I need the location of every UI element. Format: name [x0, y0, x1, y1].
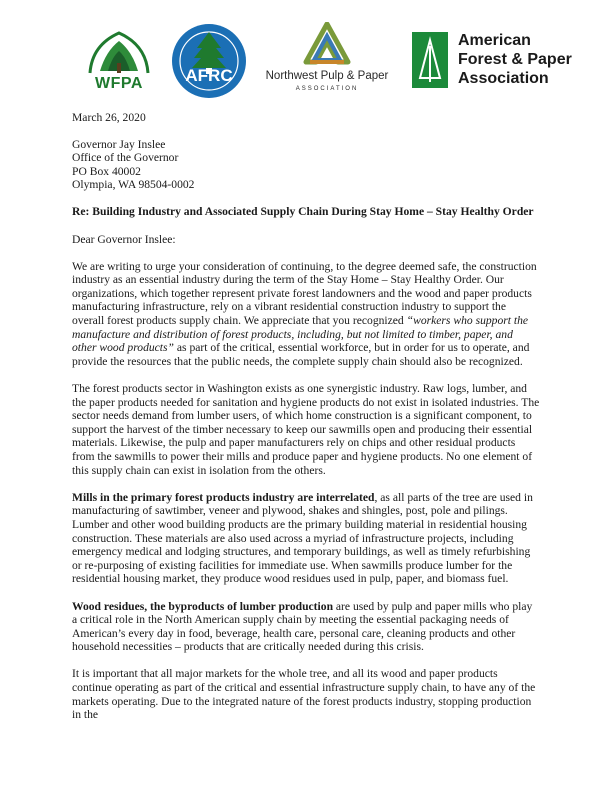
wfpa-wordmark: WFPA	[95, 75, 143, 92]
afpa-line-2: Forest & Paper	[458, 51, 572, 68]
afrc-badge-icon	[170, 22, 248, 100]
paragraph-2: The forest products sector in Washington exists as one synergistic industry. Raw logs, lumber, and the paper products needed for sanitation and hygiene products do not exist in isolated industries. The sector needs demand from lumber users, of which home construction is a significant component, to support the harvest of the timber necessary to keep our sawmills open and producing their essential materials. Likewise, the pulp and paper manufacturers rely on chips and other residual products from the sawmills to power their mills and produce paper and hygiene products. No one element of this supply chain can exist in isolation from the others.	[72, 382, 540, 477]
address-line: Governor Jay Inslee	[72, 137, 166, 151]
afrc-wordmark: AFRC	[185, 66, 233, 85]
subject-line: Re: Building Industry and Associated Supply Chain During Stay Home – Stay Healthy Order	[72, 205, 534, 219]
logo-bar	[0, 0, 612, 110]
afpa-wordmark	[458, 31, 598, 88]
nwpp-logo	[258, 22, 396, 100]
p1-text-a: We are writing to urge your consideration of continuing, to the degree deemed safe, the construction industry as an essential industry during the term of the Stay Home – Stay Healthy Order. Our organizations, which together represent private forest landowners and the wood and paper products manufacturing infrastructure, rely on a vibrant residential construction industry to support the overall forest products supply chain. We appreciate that you recognized	[72, 259, 537, 328]
salutation: Dear Governor Inslee:	[72, 232, 176, 246]
triangle-mark-icon	[258, 22, 396, 68]
p3-lead: Mills in the primary forest products industry are interrelated	[72, 490, 375, 504]
p1-quote: “workers who support the manufacture and distribution of forest products, including, but not limited to timber, paper, and other wood products”	[72, 314, 529, 355]
letter-date: March 26, 2020	[72, 111, 146, 124]
p4-lead: Wood residues, the byproducts of lumber production	[72, 599, 334, 613]
nwpp-name: Northwest Pulp & Paper	[265, 70, 389, 82]
recipient-address	[72, 138, 540, 192]
letter-body	[72, 111, 540, 735]
afpa-line-3: Association	[458, 70, 549, 87]
p3-text: , as all parts of the tree are used in manufacturing of sawtimber, veneer and plywood, shakes and shingles, post, pole and pilings. Lumber and other wood building products are the primary building material in residential housing construction. These materials are also used across a myriad of infrastructure projects, including emergency medical and lodging structures, and temporary buildings, as well as timely refurbishing or re-purposing of existing facilities for immediate use. When sawmills produce lumber for the residential housing market, they produce wood residues used in pulp, paper, and biomass fuel.	[72, 490, 533, 586]
wfpa-logo	[78, 27, 160, 97]
address-line: PO Box 40002	[72, 164, 141, 178]
afrc-logo	[170, 22, 248, 100]
paragraph-3	[72, 491, 540, 586]
paragraph-1	[72, 260, 540, 369]
paragraph-4	[72, 600, 540, 654]
afpa-logo	[412, 32, 592, 90]
address-line: Office of the Governor	[72, 151, 179, 165]
p1-text-b: as part of the critical, essential workforce, but in order for us to operate, and provide the resources that the public needs, the complete supply chain should also be recognized.	[72, 341, 530, 368]
p4-text: are used by pulp and paper mills who play a critical role in the North American supply chain by meeting the essential packaging needs of American’s every day in food, beverage, health care, personal care, cleaning products and other household necessities – products that are critically needed during this crisis.	[72, 599, 533, 654]
nwpp-sub: ASSOCIATION	[295, 86, 359, 92]
afpa-tree-icon	[412, 32, 448, 88]
address-line: Olympia, WA 98504-0002	[72, 178, 195, 192]
paragraph-5: It is important that all major markets for the whole tree, and all its wood and paper products continue operating as part of the critical and essential infrastructure supply chain, to have any of the markets operating. Due to the integrated nature of the forest products industry, stopping production in the	[72, 667, 536, 722]
afpa-line-1: American	[458, 32, 531, 49]
tree-icon	[78, 27, 160, 77]
